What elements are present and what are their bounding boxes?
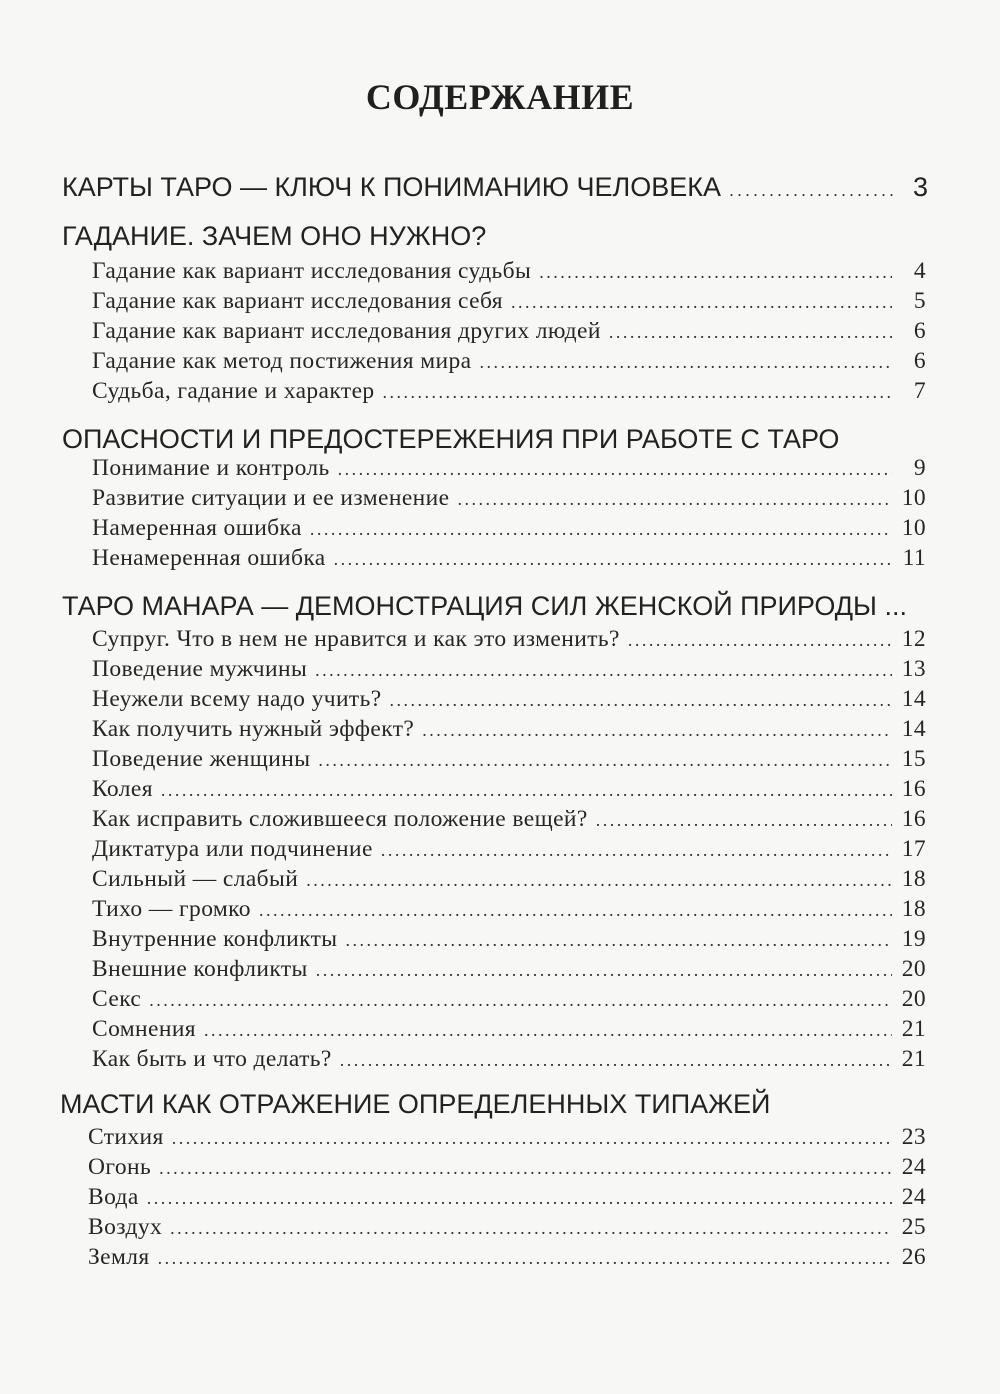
- toc-entry-title: Сильный — слабый: [92, 866, 299, 892]
- toc-leader-dots: [204, 1016, 892, 1043]
- toc-entry: [92, 455, 926, 482]
- toc-page-number: 16: [901, 806, 926, 832]
- toc-entry: [92, 485, 926, 512]
- toc-page-number: 9: [913, 455, 926, 481]
- toc-entry-title: Секс: [92, 986, 142, 1012]
- toc-entry-title: Понимание и контроль: [92, 455, 330, 481]
- toc-entry-title: Поведение мужчины: [92, 656, 308, 682]
- toc-leader-dots: [390, 686, 892, 713]
- toc-chapter: [62, 172, 928, 203]
- toc-entry-title: ТАРО МАНАРА — ДЕМОНСТРАЦИЯ СИЛ ЖЕНСКОЙ ПРИРОДЫ ...: [62, 591, 907, 621]
- toc-entry-title: Поведение женщины: [92, 746, 311, 772]
- toc-entry: [92, 1046, 926, 1073]
- toc-entry: [92, 545, 926, 572]
- toc-page-number: 3: [912, 172, 928, 202]
- toc-leader-dots: [316, 956, 892, 983]
- toc-page-number: 10: [901, 515, 926, 541]
- toc-leader-dots: [172, 1124, 892, 1151]
- toc-chapter: [62, 424, 928, 455]
- toc-leader-dots: [383, 378, 892, 405]
- toc-page-number: 12: [901, 626, 926, 652]
- toc-entry-title: Как быть и что делать?: [92, 1046, 332, 1072]
- toc-entry-title: МАСТИ КАК ОТРАЖЕНИЕ ОПРЕДЕЛЕННЫХ ТИПАЖЕЙ: [60, 1089, 771, 1119]
- toc-leader-dots: [259, 896, 892, 923]
- toc-entry: [92, 656, 926, 683]
- toc-entry: [92, 378, 926, 405]
- toc-page-number: 7: [913, 378, 926, 404]
- page-title: СОДЕРЖАНИЕ: [365, 77, 635, 117]
- toc-entry-title: Как исправить сложившееся положение вещей?: [92, 806, 588, 832]
- toc-entry: [92, 896, 926, 923]
- toc-entry-title: Тихо — громко: [92, 896, 251, 922]
- toc-entry-title: Вода: [88, 1184, 139, 1210]
- toc-page-number: 11: [902, 545, 926, 571]
- toc-entry-title: Как получить нужный эффект?: [92, 716, 415, 742]
- toc-entry-title: Гадание как вариант исследования судьбы: [92, 258, 532, 284]
- toc-entry: [92, 318, 926, 345]
- toc-leader-dots: [381, 836, 892, 863]
- toc-page-number: 5: [913, 288, 926, 314]
- toc-entry-title: Судьба, гадание и характер: [92, 378, 375, 404]
- toc-page-number: 4: [913, 258, 926, 284]
- toc-leader-dots: [511, 288, 892, 315]
- toc-page-number: 14: [901, 716, 926, 742]
- toc-entry: [92, 626, 926, 653]
- toc-entry: [92, 836, 926, 863]
- toc-entry-title: Стихия: [88, 1124, 164, 1150]
- toc-leader-dots: [159, 1154, 892, 1181]
- toc-chapter: [62, 591, 928, 622]
- toc-page-number: 25: [901, 1214, 926, 1240]
- toc-entry-title: Земля: [88, 1244, 150, 1270]
- toc-leader-dots: [479, 348, 892, 375]
- toc-page-number: 20: [901, 986, 926, 1012]
- toc-entry-title: Неужели всему надо учить?: [92, 686, 382, 712]
- toc-leader-dots: [306, 866, 892, 893]
- toc-entry: [92, 926, 926, 953]
- toc-entry-title: Развитие ситуации и ее изменение: [92, 485, 450, 511]
- toc-page-number: 16: [901, 776, 926, 802]
- toc-entry: [92, 866, 926, 893]
- toc-entry-title: Сомнения: [92, 1016, 197, 1042]
- toc-entry: [92, 986, 926, 1013]
- toc-entry: [92, 746, 926, 773]
- toc-entry-title: Внешние конфликты: [92, 956, 308, 982]
- toc-entry-title: Внутренние конфликты: [92, 926, 338, 952]
- toc-entry: [92, 348, 926, 375]
- toc-entry-title: Гадание как вариант исследования себя: [92, 288, 503, 314]
- toc-page-number: 14: [901, 686, 926, 712]
- toc-leader-dots: [609, 318, 892, 345]
- toc-leader-dots: [170, 1214, 892, 1241]
- toc-entry-title: ОПАСНОСТИ И ПРЕДОСТЕРЕЖЕНИЯ ПРИ РАБОТЕ С ТАРО: [62, 424, 840, 454]
- toc-page-number: 18: [901, 866, 926, 892]
- toc-entry-title: Ненамеренная ошибка: [92, 545, 326, 571]
- toc-entry: [92, 258, 926, 285]
- toc-leader-dots: [310, 515, 892, 542]
- toc-page-number: 10: [901, 485, 926, 511]
- toc-entry: [92, 686, 926, 713]
- toc-page-number: 6: [913, 348, 926, 374]
- toc-leader-dots: [315, 656, 892, 683]
- toc-entry: [92, 956, 926, 983]
- toc-page-number: 26: [901, 1244, 926, 1270]
- toc-entry-title: Гадание как вариант исследования других людей: [92, 318, 601, 344]
- toc-leader-dots: [422, 716, 892, 743]
- toc-leader-dots: [334, 545, 892, 572]
- toc-page-number: 19: [901, 926, 926, 952]
- toc-leader-dots: [340, 1046, 892, 1073]
- toc-page-number: 15: [901, 746, 926, 772]
- toc-leader-dots: [628, 626, 892, 653]
- toc-entry-title: Диктатура или подчинение: [92, 836, 373, 862]
- toc-page-number: 23: [901, 1124, 926, 1150]
- toc-page-number: 6: [913, 318, 926, 344]
- toc-leader-dots: [729, 172, 894, 203]
- toc-leader-dots: [338, 455, 892, 482]
- toc-leader-dots: [149, 986, 892, 1013]
- toc-entry: [92, 716, 926, 743]
- toc-entry-title: КАРТЫ ТАРО — КЛЮЧ К ПОНИМАНИЮ ЧЕЛОВЕКА: [62, 172, 721, 202]
- toc-entry-title: Намеренная ошибка: [92, 515, 302, 541]
- toc-entry: [92, 515, 926, 542]
- toc-leader-dots: [161, 776, 892, 803]
- toc-entry: [88, 1214, 926, 1241]
- toc-entry-title: ГАДАНИЕ. ЗАЧЕМ ОНО НУЖНО?: [62, 221, 487, 251]
- toc-entry: [92, 806, 926, 833]
- toc-page-number: 18: [901, 896, 926, 922]
- toc-page-number: 24: [901, 1154, 926, 1180]
- toc-chapter: [60, 1089, 928, 1120]
- toc-leader-dots: [596, 806, 892, 833]
- toc-page-number: 13: [901, 656, 926, 682]
- toc-leader-dots: [318, 746, 892, 773]
- toc-entry: [88, 1244, 926, 1271]
- toc-entry: [92, 1016, 926, 1043]
- toc-page-number: 21: [901, 1016, 926, 1042]
- toc-page-number: 24: [901, 1184, 926, 1210]
- toc-page-number: 20: [901, 956, 926, 982]
- toc-entry-title: Колея: [92, 776, 153, 802]
- toc-leader-dots: [457, 485, 892, 512]
- toc-entry: [92, 288, 926, 315]
- toc-entry-title: Супруг. Что в нем не нравится и как это изменить?: [92, 626, 620, 652]
- toc-page-number: 21: [901, 1046, 926, 1072]
- toc-entry: [88, 1124, 926, 1151]
- toc-entry: [88, 1154, 926, 1181]
- toc-page-number: 17: [901, 836, 926, 862]
- toc-entry-title: Воздух: [88, 1214, 163, 1240]
- toc-leader-dots: [539, 258, 892, 285]
- toc-chapter: [62, 221, 928, 252]
- toc-leader-dots: [158, 1244, 892, 1271]
- toc-entry: [92, 776, 926, 803]
- toc-entry-title: Огонь: [88, 1154, 152, 1180]
- toc-entry: [88, 1184, 926, 1211]
- toc-leader-dots: [345, 926, 892, 953]
- toc-entry-title: Гадание как метод постижения мира: [92, 348, 472, 374]
- toc-leader-dots: [147, 1184, 892, 1211]
